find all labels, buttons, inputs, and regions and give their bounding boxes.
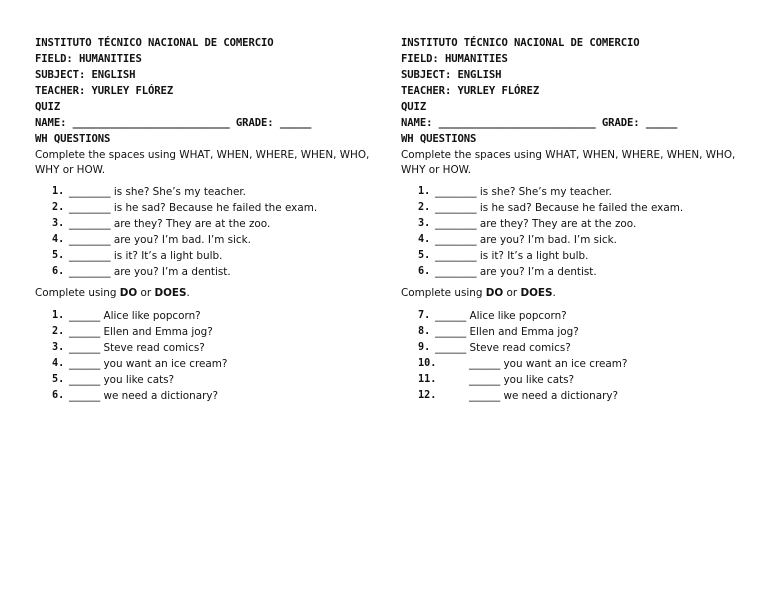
item-number: 6.: [418, 266, 431, 277]
list-item: [35, 200, 380, 216]
teacher-line: TEACHER: YURLEY FLÓREZ: [401, 85, 540, 97]
item-text: ________ is she? She’s my teacher.: [69, 186, 246, 198]
item-number: 3.: [52, 342, 65, 353]
word-do: DO: [485, 287, 504, 299]
list-item: [35, 372, 380, 388]
section-title: WH QUESTIONS: [35, 133, 111, 145]
list-item: [401, 248, 746, 264]
name-grade-line: NAME: _________________________ GRADE: _____: [35, 117, 312, 129]
instruction-text: Complete using: [35, 287, 120, 299]
wh-question-list: [35, 184, 380, 280]
item-text: ______ Ellen and Emma jog?: [69, 326, 213, 338]
subject-line: SUBJECT: ENGLISH: [35, 69, 136, 81]
list-item: [35, 184, 380, 200]
item-number: 5.: [52, 250, 65, 261]
item-text: ______ Steve read comics?: [435, 342, 571, 354]
item-text: ______ you like cats?: [69, 374, 175, 386]
item-number: 12.: [418, 390, 437, 401]
item-text: ________ is she? She’s my teacher.: [435, 186, 612, 198]
item-text: ______ Steve read comics?: [69, 342, 205, 354]
item-number: 4.: [52, 358, 65, 369]
list-item: [401, 372, 746, 388]
item-text: ______ Alice like popcorn?: [435, 310, 567, 322]
section-title: WH QUESTIONS: [401, 133, 477, 145]
item-number: 4.: [418, 234, 431, 245]
item-text: ______ Ellen and Emma jog?: [435, 326, 579, 338]
item-text: ________ is it? It’s a light bulb.: [435, 250, 589, 262]
list-item: [35, 324, 380, 340]
word-does: DOES: [520, 287, 553, 299]
quiz-label: QUIZ: [401, 101, 427, 113]
wh-instruction: Complete the spaces using WHAT, WHEN, WHERE, WHEN, WHO, WHY or HOW.: [401, 149, 736, 176]
item-text: ________ are you? I’m a dentist.: [435, 266, 597, 278]
item-text: ________ are you? I’m bad. I’m sick.: [69, 234, 251, 246]
item-number: 1.: [418, 186, 431, 197]
item-text: ________ are they? They are at the zoo.: [69, 218, 271, 230]
do-does-instruction: [35, 286, 380, 301]
list-item: [35, 232, 380, 248]
item-number: 6.: [52, 266, 65, 277]
instruction-text: .: [186, 287, 190, 299]
list-item: [401, 308, 746, 324]
item-number: 7.: [418, 310, 431, 321]
field-line: FIELD: HUMANITIES: [401, 53, 508, 65]
item-number: 4.: [52, 234, 65, 245]
item-text: ________ is he sad? Because he failed the exam.: [69, 202, 318, 214]
item-text: ________ are you? I’m bad. I’m sick.: [435, 234, 617, 246]
item-number: 6.: [52, 390, 65, 401]
school-name: INSTITUTO TÉCNICO NACIONAL DE COMERCIO: [35, 37, 274, 49]
quiz-copy-right: [401, 35, 746, 404]
item-number: 5.: [418, 250, 431, 261]
list-item: [401, 340, 746, 356]
list-item: [35, 308, 380, 324]
teacher-line: TEACHER: YURLEY FLÓREZ: [35, 85, 174, 97]
item-number: 1.: [52, 186, 65, 197]
word-do: DO: [119, 287, 138, 299]
instruction-text: .: [552, 287, 556, 299]
list-item: [35, 216, 380, 232]
quiz-label: QUIZ: [35, 101, 61, 113]
item-number: 3.: [52, 218, 65, 229]
wh-question-list: [401, 184, 746, 280]
instruction-text: or: [137, 287, 155, 299]
list-item: [401, 232, 746, 248]
item-text: ______ you want an ice cream?: [469, 358, 628, 370]
item-number: 10.: [418, 358, 437, 369]
do-does-list: [401, 308, 746, 404]
item-number: 2.: [52, 326, 65, 337]
list-item: [401, 216, 746, 232]
list-item: [401, 200, 746, 216]
item-number: 3.: [418, 218, 431, 229]
name-grade-line: NAME: _________________________ GRADE: _____: [401, 117, 678, 129]
item-number: 11.: [418, 374, 437, 385]
item-text: ________ is it? It’s a light bulb.: [69, 250, 223, 262]
item-text: ______ we need a dictionary?: [69, 390, 219, 402]
list-item: [35, 340, 380, 356]
instruction-text: Complete using: [401, 287, 486, 299]
item-text: ______ we need a dictionary?: [469, 390, 619, 402]
list-item: [401, 264, 746, 280]
do-does-instruction: [401, 286, 746, 301]
list-item: [401, 324, 746, 340]
item-text: ________ are you? I’m a dentist.: [69, 266, 231, 278]
quiz-copy-left: [35, 35, 380, 404]
list-item: [35, 356, 380, 372]
word-does: DOES: [154, 287, 187, 299]
item-text: ______ you want an ice cream?: [69, 358, 228, 370]
list-item: [401, 388, 746, 404]
item-number: 5.: [52, 374, 65, 385]
subject-line: SUBJECT: ENGLISH: [401, 69, 502, 81]
item-number: 9.: [418, 342, 431, 353]
list-item: [35, 248, 380, 264]
item-text: ________ are they? They are at the zoo.: [435, 218, 637, 230]
item-number: 2.: [418, 202, 431, 213]
item-number: 1.: [52, 310, 65, 321]
list-item: [35, 388, 380, 404]
do-does-list: [35, 308, 380, 404]
item-number: 2.: [52, 202, 65, 213]
list-item: [35, 264, 380, 280]
instruction-text: or: [503, 287, 521, 299]
list-item: [401, 184, 746, 200]
item-number: 8.: [418, 326, 431, 337]
field-line: FIELD: HUMANITIES: [35, 53, 142, 65]
item-text: ______ Alice like popcorn?: [69, 310, 201, 322]
list-item: [401, 356, 746, 372]
school-name: INSTITUTO TÉCNICO NACIONAL DE COMERCIO: [401, 37, 640, 49]
item-text: ______ you like cats?: [469, 374, 575, 386]
item-text: ________ is he sad? Because he failed the exam.: [435, 202, 684, 214]
wh-instruction: Complete the spaces using WHAT, WHEN, WHERE, WHEN, WHO, WHY or HOW.: [35, 149, 370, 176]
